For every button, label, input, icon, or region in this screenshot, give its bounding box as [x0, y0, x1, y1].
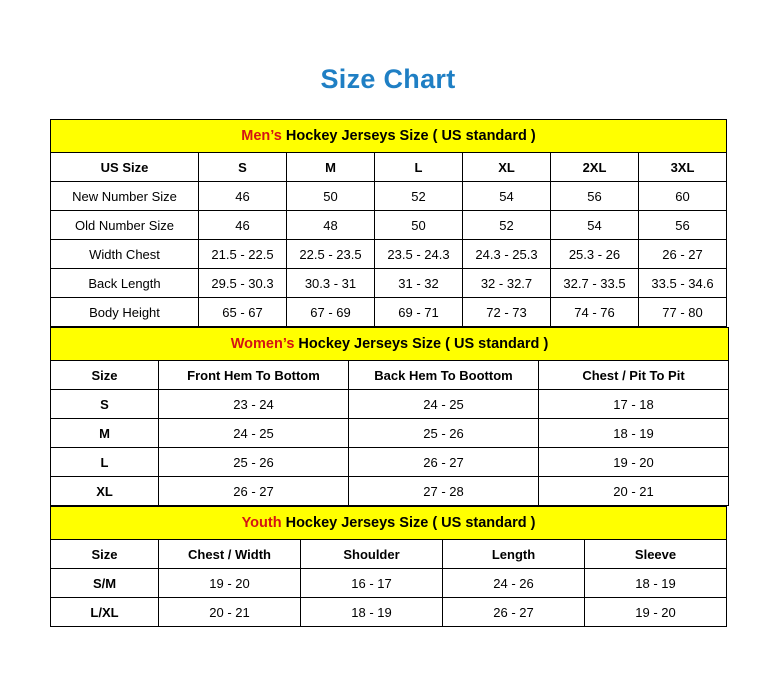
cell: 54 — [551, 211, 639, 240]
table-row — [51, 182, 727, 211]
mens-header-cell: L — [375, 153, 463, 182]
cell: 19 - 20 — [159, 569, 301, 598]
womens-banner — [51, 328, 729, 361]
mens-header-row — [51, 153, 727, 182]
cell: 20 - 21 — [539, 477, 729, 506]
cell: 24 - 26 — [443, 569, 585, 598]
cell: 52 — [375, 182, 463, 211]
table-row — [51, 477, 729, 506]
row-label: S — [51, 390, 159, 419]
cell: 74 - 76 — [551, 298, 639, 327]
cell: 18 - 19 — [585, 569, 727, 598]
youth-banner-accent: Youth — [241, 515, 282, 531]
cell: 67 - 69 — [287, 298, 375, 327]
cell: 26 - 27 — [159, 477, 349, 506]
youth-header-cell: Length — [443, 540, 585, 569]
row-label: L/XL — [51, 598, 159, 627]
table-row — [51, 448, 729, 477]
mens-banner-accent: Men’s — [241, 128, 282, 144]
youth-header-cell: Shoulder — [301, 540, 443, 569]
womens-banner-rest: Hockey Jerseys Size ( US standard ) — [294, 336, 549, 352]
cell: 20 - 21 — [159, 598, 301, 627]
cell: 31 - 32 — [375, 269, 463, 298]
cell: 32.7 - 33.5 — [551, 269, 639, 298]
mens-banner — [51, 120, 727, 153]
mens-banner-rest: Hockey Jerseys Size ( US standard ) — [281, 128, 536, 144]
mens-size-table — [50, 119, 727, 327]
cell: 52 — [463, 211, 551, 240]
table-row — [51, 240, 727, 269]
mens-header-cell: XL — [463, 153, 551, 182]
cell: 56 — [639, 211, 727, 240]
cell: 19 - 20 — [585, 598, 727, 627]
womens-header-cell: Size — [51, 361, 159, 390]
cell: 46 — [199, 211, 287, 240]
row-label: New Number Size — [51, 182, 199, 211]
table-row — [51, 569, 727, 598]
cell: 25 - 26 — [349, 419, 539, 448]
cell: 24 - 25 — [349, 390, 539, 419]
cell: 26 - 27 — [349, 448, 539, 477]
cell: 32 - 32.7 — [463, 269, 551, 298]
youth-banner-row — [51, 507, 727, 540]
cell: 33.5 - 34.6 — [639, 269, 727, 298]
mens-header-cell: 3XL — [639, 153, 727, 182]
mens-header-cell: US Size — [51, 153, 199, 182]
womens-header-cell: Chest / Pit To Pit — [539, 361, 729, 390]
cell: 72 - 73 — [463, 298, 551, 327]
row-label: Old Number Size — [51, 211, 199, 240]
cell: 18 - 19 — [539, 419, 729, 448]
womens-header-cell: Front Hem To Bottom — [159, 361, 349, 390]
youth-banner — [51, 507, 727, 540]
cell: 65 - 67 — [199, 298, 287, 327]
youth-banner-rest: Hockey Jerseys Size ( US standard ) — [281, 515, 536, 531]
row-label: Body Height — [51, 298, 199, 327]
cell: 27 - 28 — [349, 477, 539, 506]
table-row — [51, 419, 729, 448]
mens-banner-row — [51, 120, 727, 153]
row-label: Back Length — [51, 269, 199, 298]
row-label: M — [51, 419, 159, 448]
size-tables-container — [50, 93, 726, 627]
cell: 50 — [287, 182, 375, 211]
cell: 23.5 - 24.3 — [375, 240, 463, 269]
cell: 54 — [463, 182, 551, 211]
mens-header-cell: 2XL — [551, 153, 639, 182]
row-label: S/M — [51, 569, 159, 598]
youth-header-cell: Sleeve — [585, 540, 727, 569]
table-row — [51, 269, 727, 298]
mens-header-cell: S — [199, 153, 287, 182]
table-row — [51, 598, 727, 627]
womens-banner-accent: Women’s — [230, 336, 295, 352]
womens-size-table — [50, 327, 729, 506]
cell: 29.5 - 30.3 — [199, 269, 287, 298]
cell: 56 — [551, 182, 639, 211]
womens-banner-row — [51, 328, 729, 361]
cell: 24.3 - 25.3 — [463, 240, 551, 269]
cell: 16 - 17 — [301, 569, 443, 598]
cell: 48 — [287, 211, 375, 240]
youth-header-cell: Size — [51, 540, 159, 569]
cell: 23 - 24 — [159, 390, 349, 419]
youth-header-row — [51, 540, 727, 569]
cell: 69 - 71 — [375, 298, 463, 327]
row-label: Width Chest — [51, 240, 199, 269]
cell: 22.5 - 23.5 — [287, 240, 375, 269]
table-row — [51, 211, 727, 240]
youth-size-table — [50, 506, 727, 627]
cell: 18 - 19 — [301, 598, 443, 627]
cell: 26 - 27 — [443, 598, 585, 627]
cell: 30.3 - 31 — [287, 269, 375, 298]
cell: 24 - 25 — [159, 419, 349, 448]
cell: 25.3 - 26 — [551, 240, 639, 269]
mens-header-cell: M — [287, 153, 375, 182]
youth-header-cell: Chest / Width — [159, 540, 301, 569]
table-row — [51, 298, 727, 327]
table-row — [51, 390, 729, 419]
page-title: Size Chart — [320, 64, 456, 94]
cell: 21.5 - 22.5 — [199, 240, 287, 269]
womens-header-cell: Back Hem To Boottom — [349, 361, 539, 390]
cell: 26 - 27 — [639, 240, 727, 269]
womens-header-row — [51, 361, 729, 390]
cell: 17 - 18 — [539, 390, 729, 419]
cell: 25 - 26 — [159, 448, 349, 477]
cell: 19 - 20 — [539, 448, 729, 477]
cell: 46 — [199, 182, 287, 211]
row-label: L — [51, 448, 159, 477]
cell: 60 — [639, 182, 727, 211]
cell: 77 - 80 — [639, 298, 727, 327]
cell: 50 — [375, 211, 463, 240]
row-label: XL — [51, 477, 159, 506]
